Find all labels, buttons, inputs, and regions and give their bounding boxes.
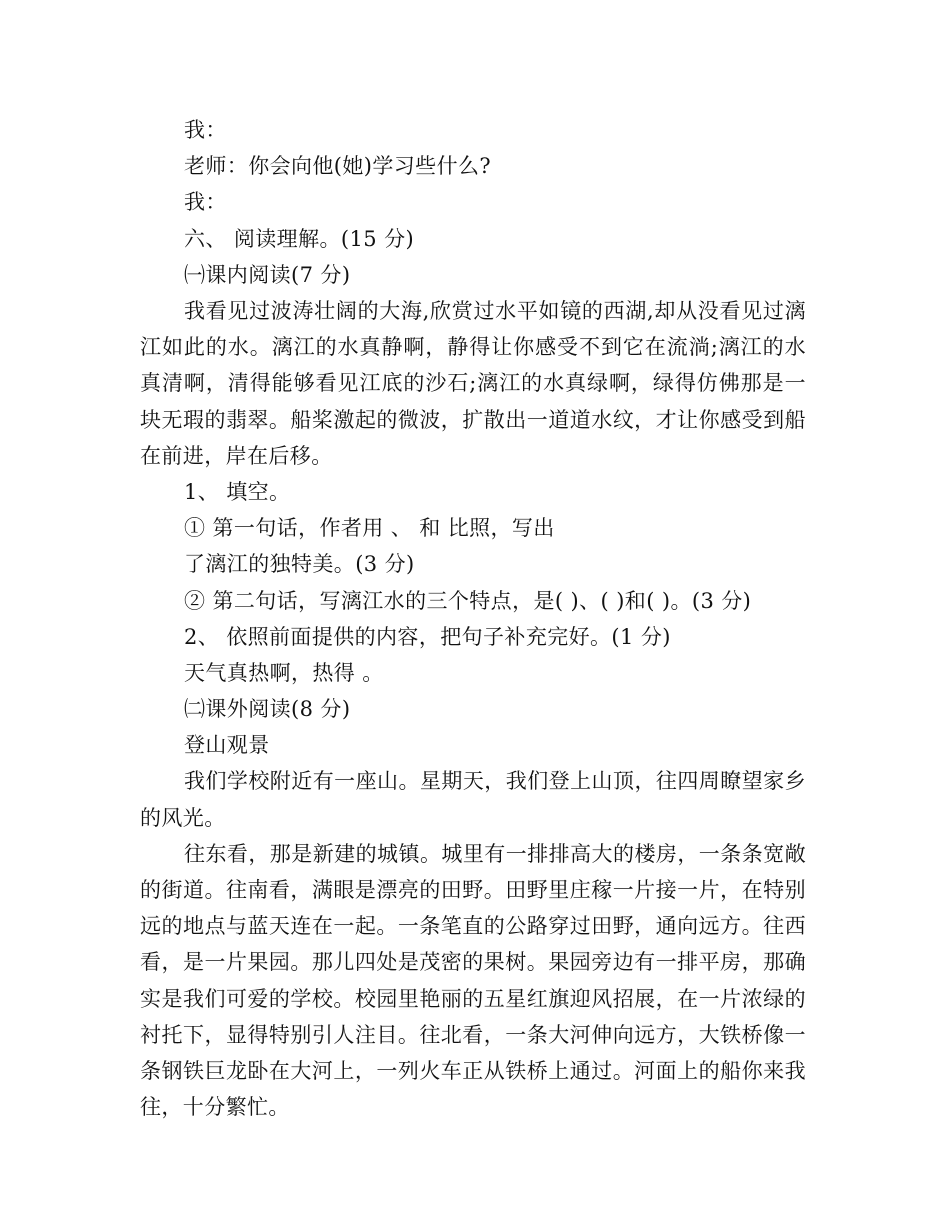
dialogue-teacher-question: 老师：你会向他(她)学习些什么? [184,154,492,179]
climb-paragraph-2: 往东看，那是新建的城镇。城里有一排排高大的楼房，一条条宽敞的街道。往南看，满眼是漂亮的田野。田野里庄稼一片接一片，在特别远的地点与蓝天连在一起。一条笔直的公路穿过田野，通向远方。往西看，是一片果园。那儿四处是茂密的果树。果园旁边有一排平房，那确实是我们可爱的学校。校园里艳丽的五星红旗迎风招展，在一片浓绿的衬托下，显得特别引人注目。往北看，一条大河伸向远方，大铁桥像一条钢铁巨龙卧在大河上，一列火车正从铁桥上通过。河面上的船你来我往，十分繁忙。 [140,841,806,1120]
question-2: 2、 依照前面提供的内容，把句子补充完好。(1 分) [184,624,671,649]
lijiang-passage: 我看见过波涛壮阔的大海,欣赏过水平如镜的西湖,却从没看见过漓江如此的水。漓江的水真静啊，静得让你感受不到它在流淌;漓江的水真清啊，清得能够看见江底的沙石;漓江的水真绿啊，绿得仿佛那是一块无瑕的翡翠。船桨激起的微波，扩散出一道道水纹，才让你感受到船在前进，岸在后移。 [140,298,806,468]
question-1-1-continued: 了漓江的独特美。(3 分) [184,552,415,577]
document-body [140,112,820,1125]
article-title: 登山观景 [184,733,270,758]
dialogue-me-line-2: 我： [184,190,227,215]
question-2-sentence: 天气真热啊，热得 。 [184,660,384,685]
part-two-heading: ㈡课外阅读(8 分) [184,697,351,722]
question-1: 1、 填空。 [184,479,291,504]
dialogue-me-line: 我： [184,118,227,142]
question-1-1: ① 第一句话，作者用 、 和 比照，写出 [184,516,555,541]
question-1-2: ② 第二句话，写漓江水的三个特点，是( )、( )和( )。(3 分) [184,588,752,613]
part-one-heading: ㈠课内阅读(7 分) [184,262,351,287]
section-six-heading: 六、 阅读理解。(15 分) [184,226,415,251]
climb-paragraph-1: 我们学校附近有一座山。星期天，我们登上山顶，往四周瞭望家乡的风光。 [140,769,806,830]
